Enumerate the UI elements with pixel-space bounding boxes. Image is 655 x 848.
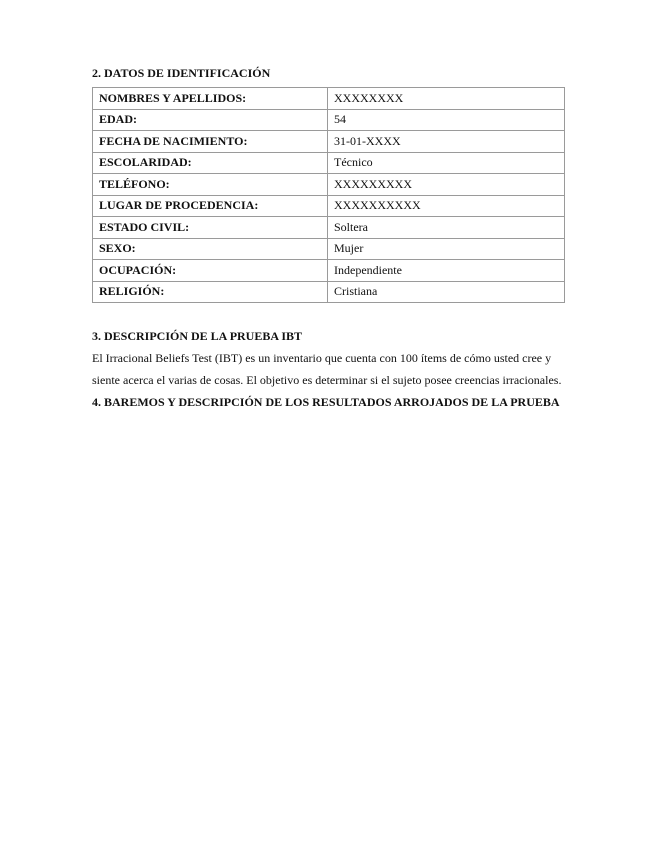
section-3-paragraph: El Irracional Beliefs Test (IBT) es un inventario que cuenta con 100 ítems de cómo usted cree y siente acerca el varias de cosas. El objetivo es determinar si el sujeto posee creencias irracionales. — [92, 351, 562, 387]
row-value: Soltera — [328, 217, 565, 239]
row-label: ESTADO CIVIL: — [93, 217, 328, 239]
table-row — [93, 174, 565, 196]
table-row — [93, 260, 565, 282]
table-row — [93, 152, 565, 174]
table-row — [93, 131, 565, 153]
row-value: 54 — [328, 109, 565, 131]
table-row — [93, 217, 565, 239]
table-row — [93, 109, 565, 131]
row-value: Cristiana — [328, 281, 565, 303]
row-label: RELIGIÓN: — [93, 281, 328, 303]
row-value: Independiente — [328, 260, 565, 282]
table-row — [93, 88, 565, 110]
row-label: EDAD: — [93, 109, 328, 131]
table-row — [93, 195, 565, 217]
row-value: Técnico — [328, 152, 565, 174]
row-label: ESCOLARIDAD: — [93, 152, 328, 174]
row-label: OCUPACIÓN: — [93, 260, 328, 282]
section-4-heading: 4. BAREMOS Y DESCRIPCIÓN DE LOS RESULTADOS ARROJADOS DE LA PRUEBA — [92, 395, 560, 409]
section-3-heading: 3. DESCRIPCIÓN DE LA PRUEBA IBT — [92, 329, 303, 343]
section-3 — [92, 325, 584, 413]
row-label: FECHA DE NACIMIENTO: — [93, 131, 328, 153]
row-label: TELÉFONO: — [93, 174, 328, 196]
row-label: SEXO: — [93, 238, 328, 260]
section-2-heading: 2. DATOS DE IDENTIFICACIÓN — [92, 66, 271, 80]
row-label: NOMBRES Y APELLIDOS: — [93, 88, 328, 110]
row-label: LUGAR DE PROCEDENCIA: — [93, 195, 328, 217]
row-value: 31-01-XXXX — [328, 131, 565, 153]
table-row — [93, 238, 565, 260]
table-row — [93, 281, 565, 303]
document-page — [92, 63, 584, 413]
row-value: XXXXXXXX — [328, 88, 565, 110]
identification-table — [92, 87, 565, 303]
row-value: Mujer — [328, 238, 565, 260]
row-value: XXXXXXXXXX — [328, 195, 565, 217]
row-value: XXXXXXXXX — [328, 174, 565, 196]
